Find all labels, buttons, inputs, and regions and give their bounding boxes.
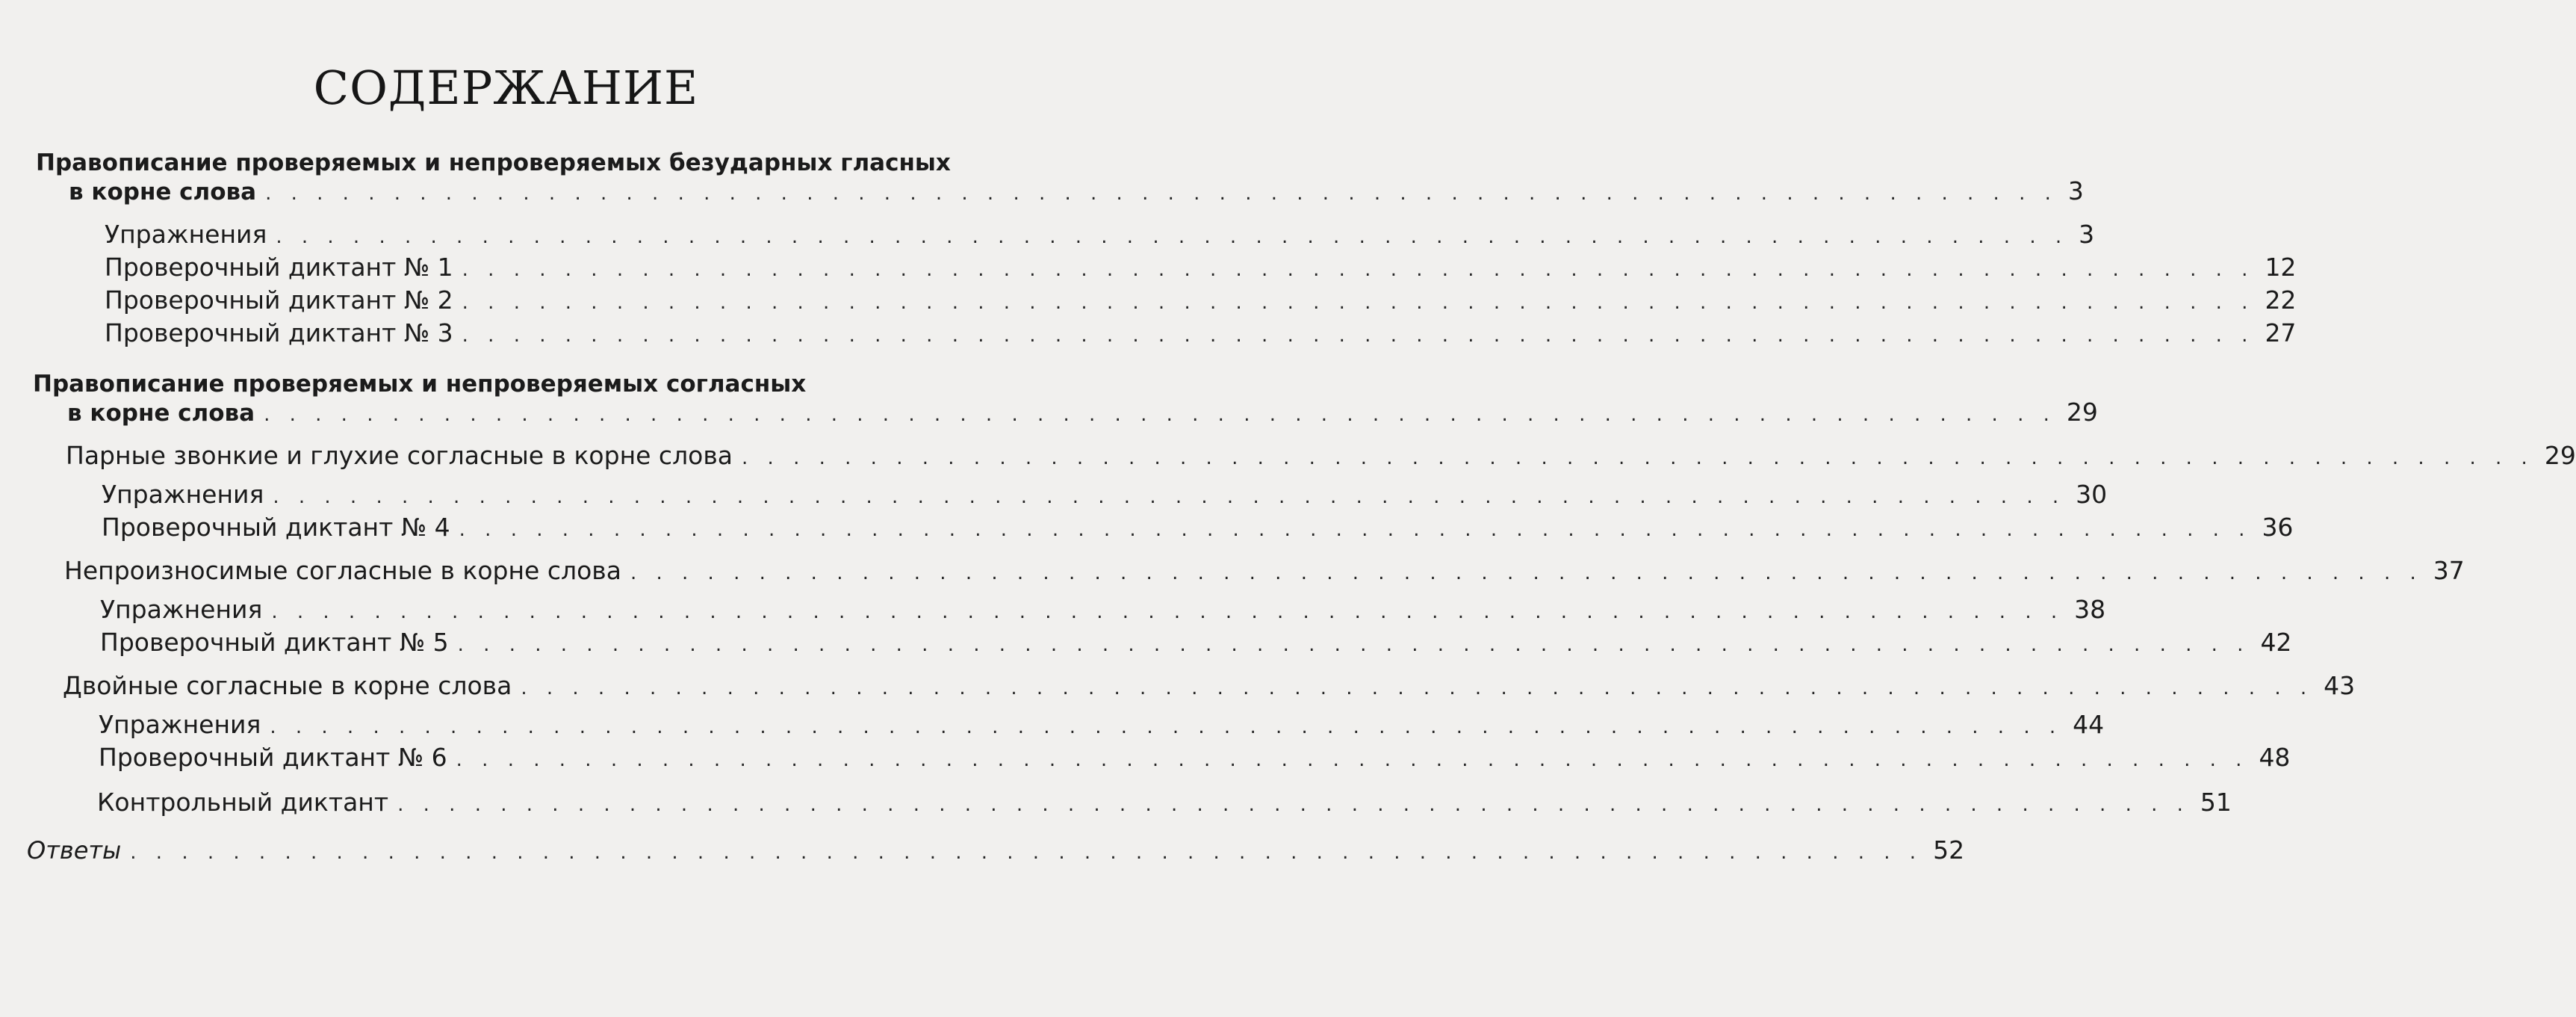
entry-label: Упражнения [100,595,263,624]
section-1-title-line-1: Правописание проверяемых и непроверяемых безударных гласных [36,149,951,176]
page-number: 51 [2200,788,2232,817]
entry-label: Упражнения [105,220,267,249]
dot-leader: . . . . . . . . . . . . . . . . . . . . . . . . . . . . . . . . . . . . . . . . . . . . . . . . . . . . . . . . . . . . . . . . . . . . . . [273,486,2066,508]
toc-entry[interactable] [100,625,2292,661]
dot-leader: . . . . . . . . . . . . . . . . . . . . . . . . . . . . . . . . . . . . . . . . . . . . . . . . . . . . . . . . . . . . . . . . . . . . . . [276,226,2069,248]
page-number: 44 [2073,710,2105,739]
entry-label: Проверочный диктант № 2 [105,285,453,315]
page-number: 27 [2265,318,2297,347]
dot-leader: . . . . . . . . . . . . . . . . . . . . . . . . . . . . . . . . . . . . . . . . . . . . . . . . . . . . . . . . . . . . . . . . . . . . . . [265,182,2058,205]
page-number: 3 [2079,220,2095,249]
page-number: 43 [2324,671,2356,700]
page-title: СОДЕРЖАНИЕ [313,61,699,115]
page-number: 30 [2076,480,2108,509]
dot-leader: . . . . . . . . . . . . . . . . . . . . . . . . . . . . . . . . . . . . . . . . . . . . . . . . . . . . . . . . . . . . . . . . . . . . . . [630,562,2423,584]
entry-label: Упражнения [102,480,264,509]
toc-entry[interactable] [99,707,2105,743]
entry-label: Проверочный диктант № 5 [100,628,449,657]
toc-entry[interactable] [100,592,2106,628]
subsection-entry[interactable] [64,553,2465,589]
page-number: 12 [2265,253,2297,282]
page-number: 38 [2074,595,2106,624]
section-2-title-line-2: в корне слова [67,400,255,427]
toc-entry[interactable] [102,477,2108,513]
section-1-entry[interactable] [69,173,2084,209]
page-number: 22 [2265,285,2297,315]
dot-leader: . . . . . . . . . . . . . . . . . . . . . . . . . . . . . . . . . . . . . . . . . . . . . . . . . . . . . . . . . . . . . . . . . . . . . . [521,677,2314,699]
dot-leader: . . . . . . . . . . . . . . . . . . . . . . . . . . . . . . . . . . . . . . . . . . . . . . . . . . . . . . . . . . . . . . . . . . . . . . [462,291,2255,314]
dot-leader: . . . . . . . . . . . . . . . . . . . . . . . . . . . . . . . . . . . . . . . . . . . . . . . . . . . . . . . . . . . . . . . . . . . . . . [456,749,2249,771]
page-number: 29 [2066,398,2098,427]
page-number: 36 [2262,513,2294,542]
page-number: 52 [1933,835,1965,865]
dot-leader: . . . . . . . . . . . . . . . . . . . . . . . . . . . . . . . . . . . . . . . . . . . . . . . . . . . . . . . . . . . . . . . . . . . . . . [270,716,2063,738]
section-2-entry[interactable] [67,395,2098,430]
dot-leader: . . . . . . . . . . . . . . . . . . . . . . . . . . . . . . . . . . . . . . . . . . . . . . . . . . . . . . . . . . . . . . . . . . . . . . [130,841,1923,864]
page-number: 37 [2433,556,2465,585]
page-number: 3 [2067,176,2084,205]
toc-entry[interactable] [105,250,2297,285]
subsection-label: Двойные согласные в корне слова [63,671,512,700]
toc-entry[interactable] [105,217,2095,253]
toc-entry[interactable] [102,510,2294,545]
subsection-entry[interactable] [66,438,2576,474]
entry-label: Проверочный диктант № 6 [99,743,447,772]
page-number: 42 [2260,628,2292,657]
dot-leader: . . . . . . . . . . . . . . . . . . . . . . . . . . . . . . . . . . . . . . . . . . . . . . . . . . . . . . . . . . . . . . . . . . . . . . [457,634,2250,656]
dot-leader: . . . . . . . . . . . . . . . . . . . . . . . . . . . . . . . . . . . . . . . . . . . . . . . . . . . . . . . . . . . . . . . . . . . . . . [742,447,2534,469]
entry-label: Проверочный диктант № 1 [105,253,453,282]
dot-leader: . . . . . . . . . . . . . . . . . . . . . . . . . . . . . . . . . . . . . . . . . . . . . . . . . . . . . . . . . . . . . . . . . . . . . . [397,794,2190,816]
toc-entry[interactable] [105,315,2297,351]
toc-entry[interactable] [97,785,2232,820]
answers-entry[interactable] [27,832,1965,868]
dot-leader: . . . . . . . . . . . . . . . . . . . . . . . . . . . . . . . . . . . . . . . . . . . . . . . . . . . . . . . . . . . . . . . . . . . . . . [271,601,2064,623]
section-2-title-line-1: Правописание проверяемых и непроверяемых согласных [33,371,807,398]
entry-label: Проверочный диктант № 4 [102,513,450,542]
dot-leader: . . . . . . . . . . . . . . . . . . . . . . . . . . . . . . . . . . . . . . . . . . . . . . . . . . . . . . . . . . . . . . . . . . . . . . [462,259,2255,281]
page-number: 48 [2259,743,2291,772]
subsection-label: Парные звонкие и глухие согласные в корне слова [66,441,733,470]
subsection-entry[interactable] [63,668,2356,704]
subsection-label: Непроизносимые согласные в корне слова [64,556,621,585]
dot-leader: . . . . . . . . . . . . . . . . . . . . . . . . . . . . . . . . . . . . . . . . . . . . . . . . . . . . . . . . . . . . . . . . . . . . . . [462,324,2255,347]
entry-label: Проверочный диктант № 3 [105,318,453,347]
toc-entry[interactable] [105,282,2297,318]
page-number: 29 [2544,441,2576,470]
toc-entry[interactable] [99,740,2291,776]
entry-label: Контрольный диктант [97,788,389,817]
section-1-title-line-2: в корне слова [69,179,257,205]
dot-leader: . . . . . . . . . . . . . . . . . . . . . . . . . . . . . . . . . . . . . . . . . . . . . . . . . . . . . . . . . . . . . . . . . . . . . . [459,519,2252,541]
entry-label: Ответы [27,836,122,865]
entry-label: Упражнения [99,710,261,739]
dot-leader: . . . . . . . . . . . . . . . . . . . . . . . . . . . . . . . . . . . . . . . . . . . . . . . . . . . . . . . . . . . . . . . . . . . . . . [264,404,2056,426]
